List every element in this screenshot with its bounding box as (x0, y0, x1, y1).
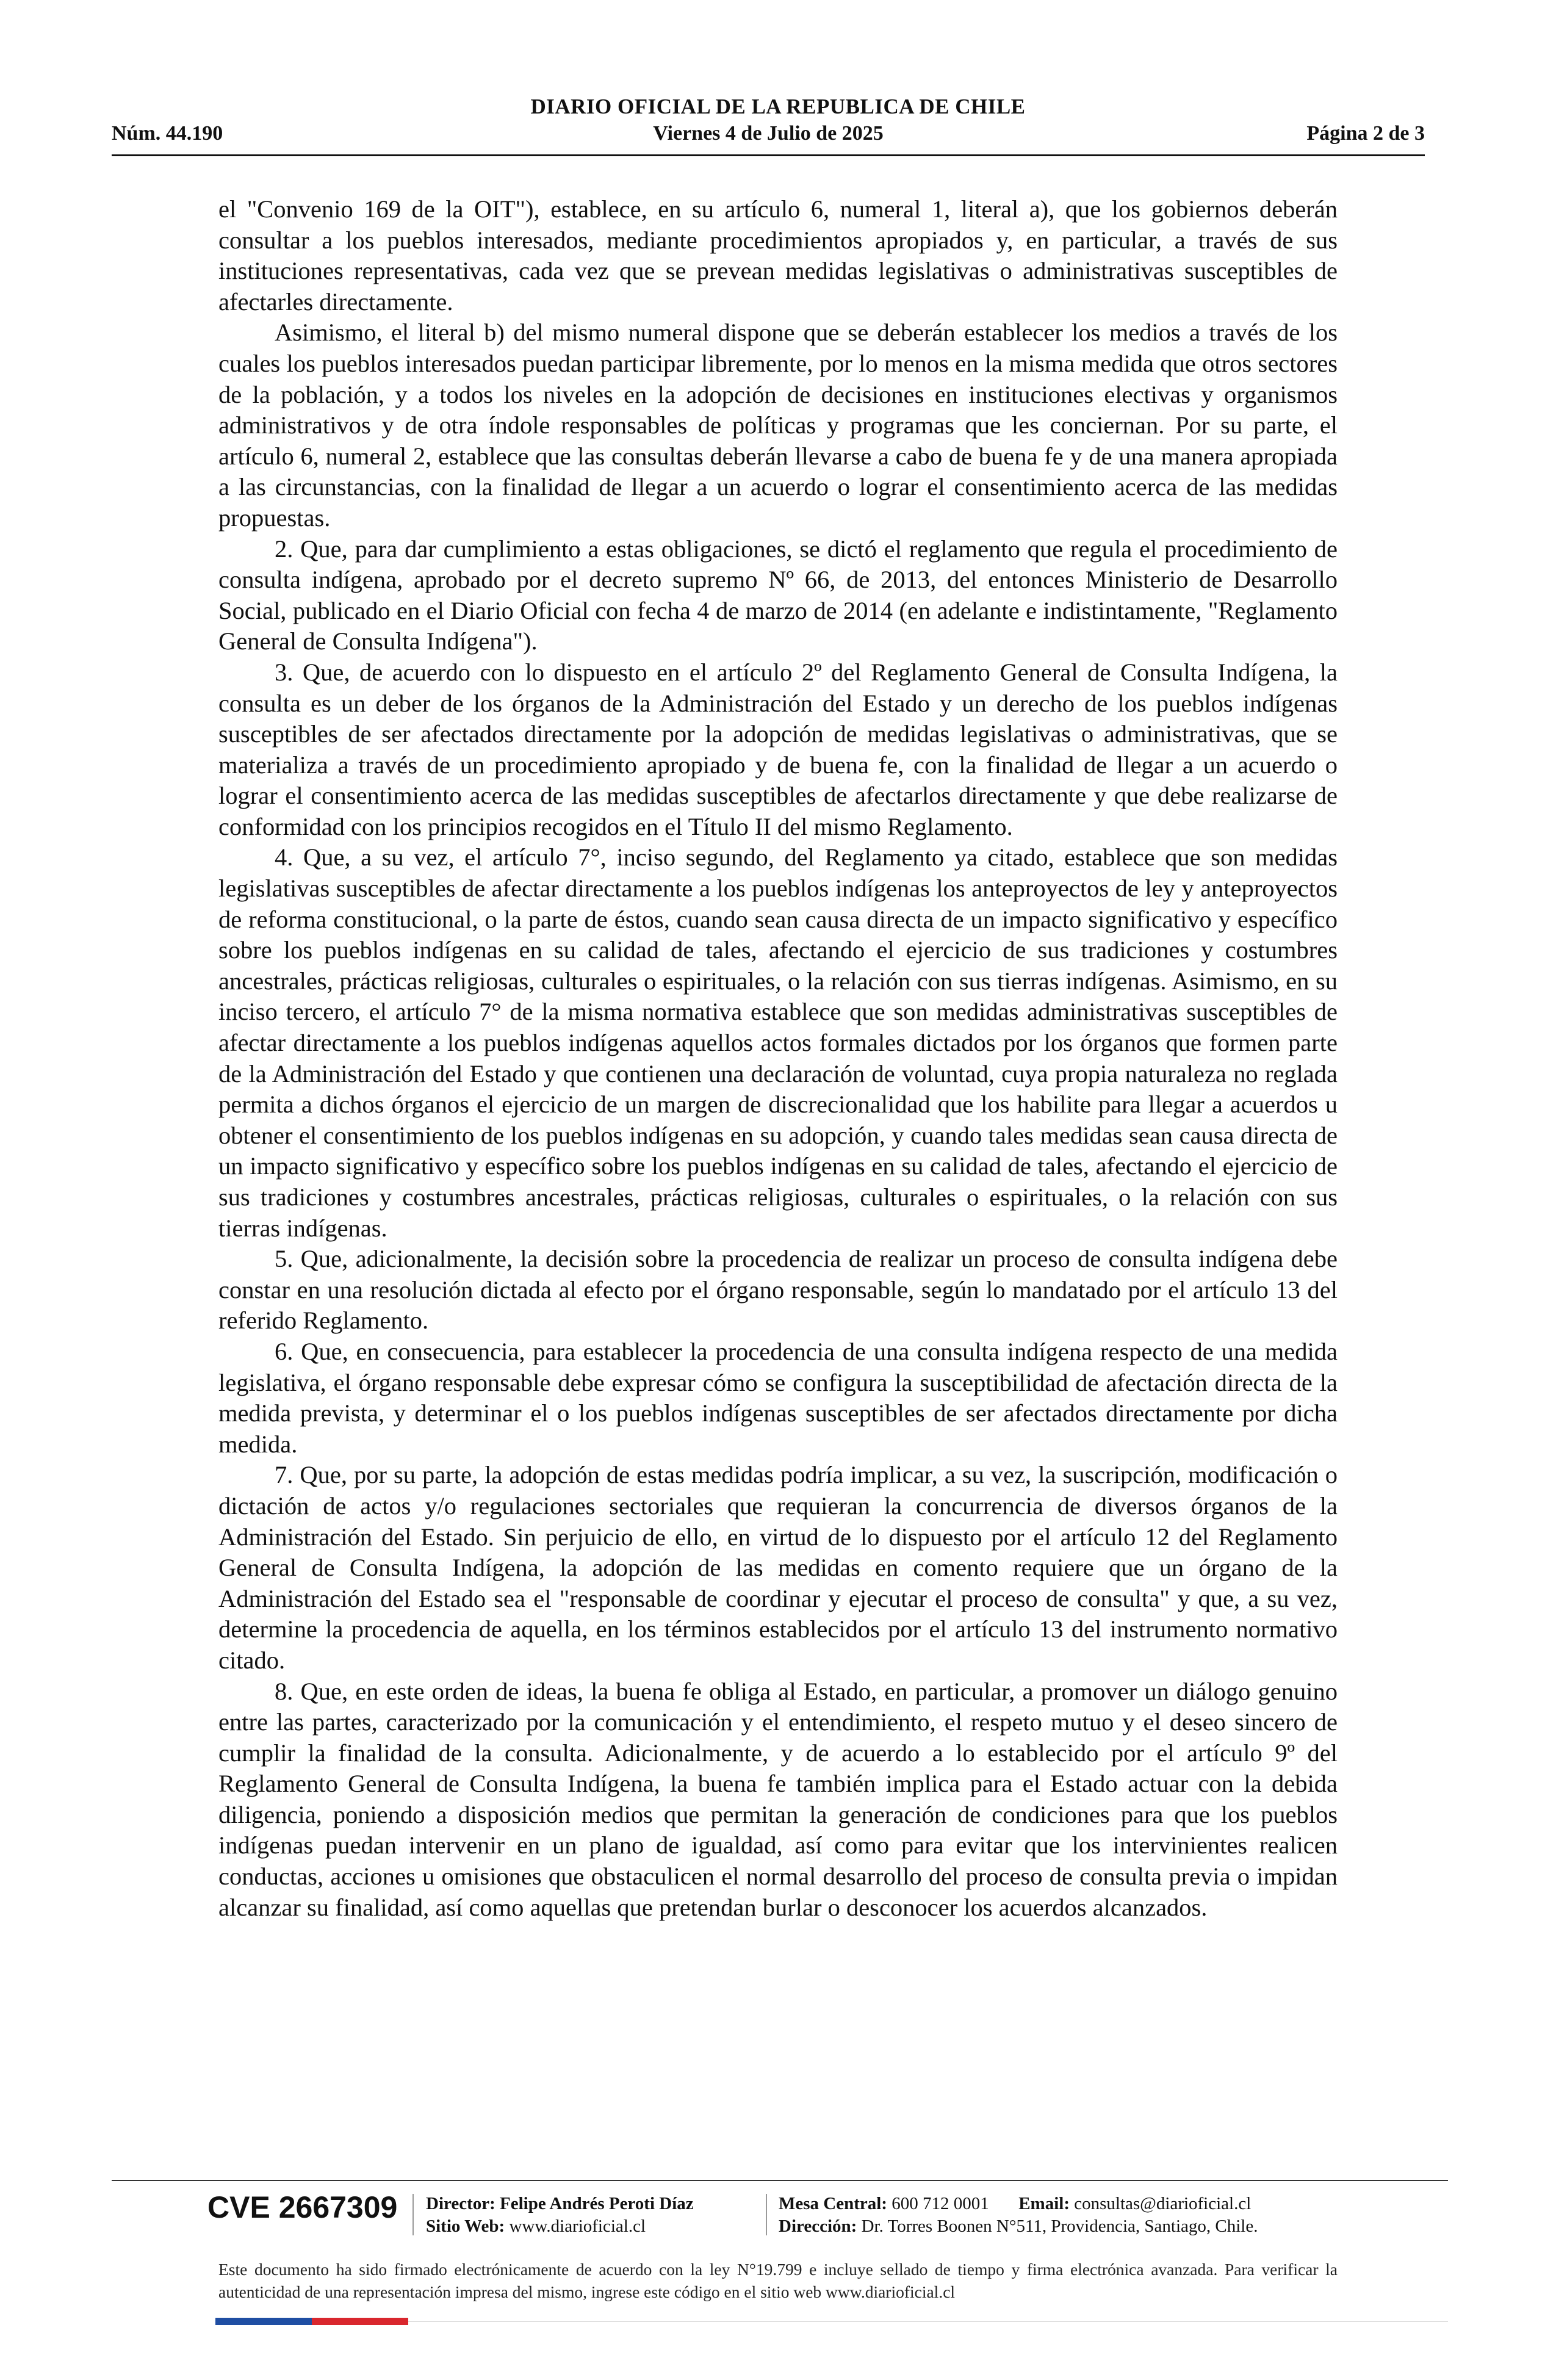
publication-title: DIARIO OFICIAL DE LA REPUBLICA DE CHILE (530, 95, 1026, 118)
website-line (426, 2215, 694, 2238)
mesa-label: Mesa Central: (779, 2194, 887, 2213)
cve-code: CVE 2667309 (207, 2190, 398, 2224)
paragraph: 6. Que, en consecuencia, para establecer la procedencia de una consulta indígena respecto de una medida legislativa, el órgano responsable debe expresar cómo se configura la susceptibilidad de afectación directa de la medida prevista, y determinar el o los pueblos indígenas susceptibles de ser afectados directamente por dicha medida. (218, 1337, 1338, 1458)
paragraph: 7. Que, por su parte, la adopción de estas medidas podría implicar, a su vez, la suscripción, modificación o dictación de actos y/o regulaciones sectoriales que requieran la concurrencia de diversos órganos de la Administración del Estado. Sin perjuicio de ello, en virtud de lo dispuesto por el artículo 12 del Reglamento General de Consulta Indígena, la adopción de las medidas en comento requiere que un órgano de la Administración del Estado sea el "responsable de coordinar y ejecutar el proceso de consulta" y que, a su vez, determine la procedencia de aquella, en los términos establecidos por el artículo 13 del instrumento normativo citado. (218, 1461, 1338, 1674)
director-name: Felipe Andrés Peroti Díaz (500, 2194, 694, 2213)
mesa-phone: 600 712 0001 (891, 2194, 989, 2213)
footer-contact-block (779, 2193, 1258, 2238)
address-label: Dirección: (779, 2216, 857, 2236)
paragraph: 3. Que, de acuerdo con lo dispuesto en el artículo 2º del Reglamento General de Consulta Indígena, la consulta es un deber de los órganos de la Administración del Estado y un derecho de los pueblos indígenas susceptibles de ser afectados directamente por la adopción de medidas legislativas o administrativas, que se materializa a través de un procedimiento apropiado y de buena fe, con la finalidad de llegar a un acuerdo o lograr el consentimiento acerca de las medidas susceptibles de afectarlos directamente y que debe realizarse de conformidad con los principios recogidos en el Título II del mismo Reglamento. (218, 658, 1338, 840)
director-label: Director: (426, 2194, 495, 2213)
issue-number: Núm. 44.190 (112, 122, 223, 145)
website-label: Sitio Web: (426, 2216, 505, 2236)
paragraph: 5. Que, adicionalmente, la decisión sobre la procedencia de realizar un proceso de consulta indígena debe constar en una resolución dictada al efecto por el órgano responsable, según lo mandatado por el artículo 13 del referido Reglamento. (218, 1245, 1338, 1335)
email-link[interactable]: consultas@diarioficial.cl (1074, 2194, 1252, 2213)
footer-divider (112, 2180, 1448, 2181)
page-indicator: Página 2 de 3 (1306, 122, 1425, 145)
flag-bar-blue (215, 2318, 312, 2325)
document-body (218, 194, 1338, 1923)
director-line (426, 2193, 694, 2215)
email-label: Email: (1018, 2194, 1070, 2213)
footer-separator (766, 2194, 767, 2235)
contact-line (779, 2193, 1258, 2215)
flag-bar-red (312, 2318, 408, 2325)
website-link[interactable]: www.diarioficial.cl (509, 2216, 646, 2236)
header-divider (112, 154, 1425, 156)
paragraph: 8. Que, en este orden de ideas, la buena fe obliga al Estado, en particular, a promover un diálogo genuino entre las partes, caracterizado por la comunicación y el entendimiento, el respeto mutuo y el deseo sincero de cumplir la finalidad de la consulta. Adicionalmente, y de acuerdo a lo establecido por el artículo 9º del Reglamento General de Consulta Indígena, la buena fe también implica para el Estado actuar con la debida diligencia, poniendo a disposición medios que permitan la generación de condiciones para que los pueblos indígenas puedan intervenir en un plano de igualdad, así como para evitar que los intervinientes realicen conductas, acciones u omisiones que obstaculicen el normal desarrollo del proceso de consulta previa o impidan alcanzar su finalidad, así como aquellas que pretendan burlar o desconocer los acuerdos alcanzados. (218, 1677, 1338, 1921)
address-value: Dr. Torres Boonen N°511, Providencia, Santiago, Chile. (861, 2216, 1258, 2236)
footer-separator (412, 2194, 414, 2235)
signature-notice: Este documento ha sido firmado electrónicamente de acuerdo con la ley N°19.799 e incluye sellado de tiempo y firma electrónica avanzada. Para verificar la autenticidad de una representación impresa del mismo, ingrese este código en el sitio web www.diarioficial.cl (218, 2260, 1338, 2301)
issue-date: Viernes 4 de Julio de 2025 (653, 122, 884, 145)
paragraph: 4. Que, a su vez, el artículo 7°, inciso segundo, del Reglamento ya citado, establece que son medidas legislativas susceptibles de afectar directamente a los pueblos indígenas los anteproyectos de ley y anteproyectos de reforma constitucional, o la parte de éstos, cuando sean causa directa de un impacto significativo y específico sobre los pueblos indígenas en su calidad de tales, afectando el ejercicio de sus tradiciones y costumbres ancestrales, prácticas religiosas, culturales o espirituales, o la relación con sus tierras indígenas. Asimismo, en su inciso tercero, el artículo 7° de la misma normativa establece que son medidas administrativas susceptibles de afectar directamente a los pueblos indígenas aquellos actos formales dictados por los órganos que formen parte de la Administración del Estado y que contienen una declaración de voluntad, cuya propia naturaleza no reglada permita a dichos órganos el ejercicio de un margen de discrecionalidad que los habilite para llegar a acuerdos u obtener el consentimiento de los pueblos indígenas en su adopción, y cuando tales medidas sean causa directa de un impacto significativo y específico sobre los pueblos indígenas en su calidad de tales, afectando el ejercicio de sus tradiciones y costumbres ancestrales, prácticas religiosas, culturales o espirituales, o la relación con sus tierras indígenas. (218, 843, 1338, 1242)
paragraph: Asimismo, el literal b) del mismo numeral dispone que se deberán establecer los medios a través de los cuales los pueblos interesados puedan participar libremente, por lo menos en la misma medida que otros sectores de la población, y a todos los niveles en la adopción de decisiones en instituciones electivas y organismos administrativos y de otra índole responsables de políticas y programas que les conciernan. Por su parte, el artículo 6, numeral 2, establece que las consultas deberán llevarse a cabo de buena fe y de una manera apropiada a las circunstancias, con la finalidad de llegar a un acuerdo o lograr el consentimiento acerca de las medidas propuestas. (218, 319, 1338, 532)
footer-director-block (426, 2193, 694, 2238)
paragraph: 2. Que, para dar cumplimiento a estas obligaciones, se dictó el reglamento que regula el procedimiento de consulta indígena, aprobado por el decreto supremo Nº 66, de 2013, del entonces Ministerio de Desarrollo Social, publicado en el Diario Oficial con fecha 4 de marzo de 2014 (en adelante e indistintamente, "Reglamento General de Consulta Indígena"). (218, 535, 1338, 655)
address-line (779, 2215, 1258, 2238)
header-row (112, 122, 1425, 149)
paragraph: el "Convenio 169 de la OIT"), establece, en su artículo 6, numeral 1, literal a), que los gobiernos deberán consultar a los pueblos interesados, mediante procedimientos apropiados y, en particular, a través de sus instituciones representativas, cada vez que se prevean medidas legislativas o administrativas susceptibles de afectarles directamente. (218, 195, 1338, 316)
